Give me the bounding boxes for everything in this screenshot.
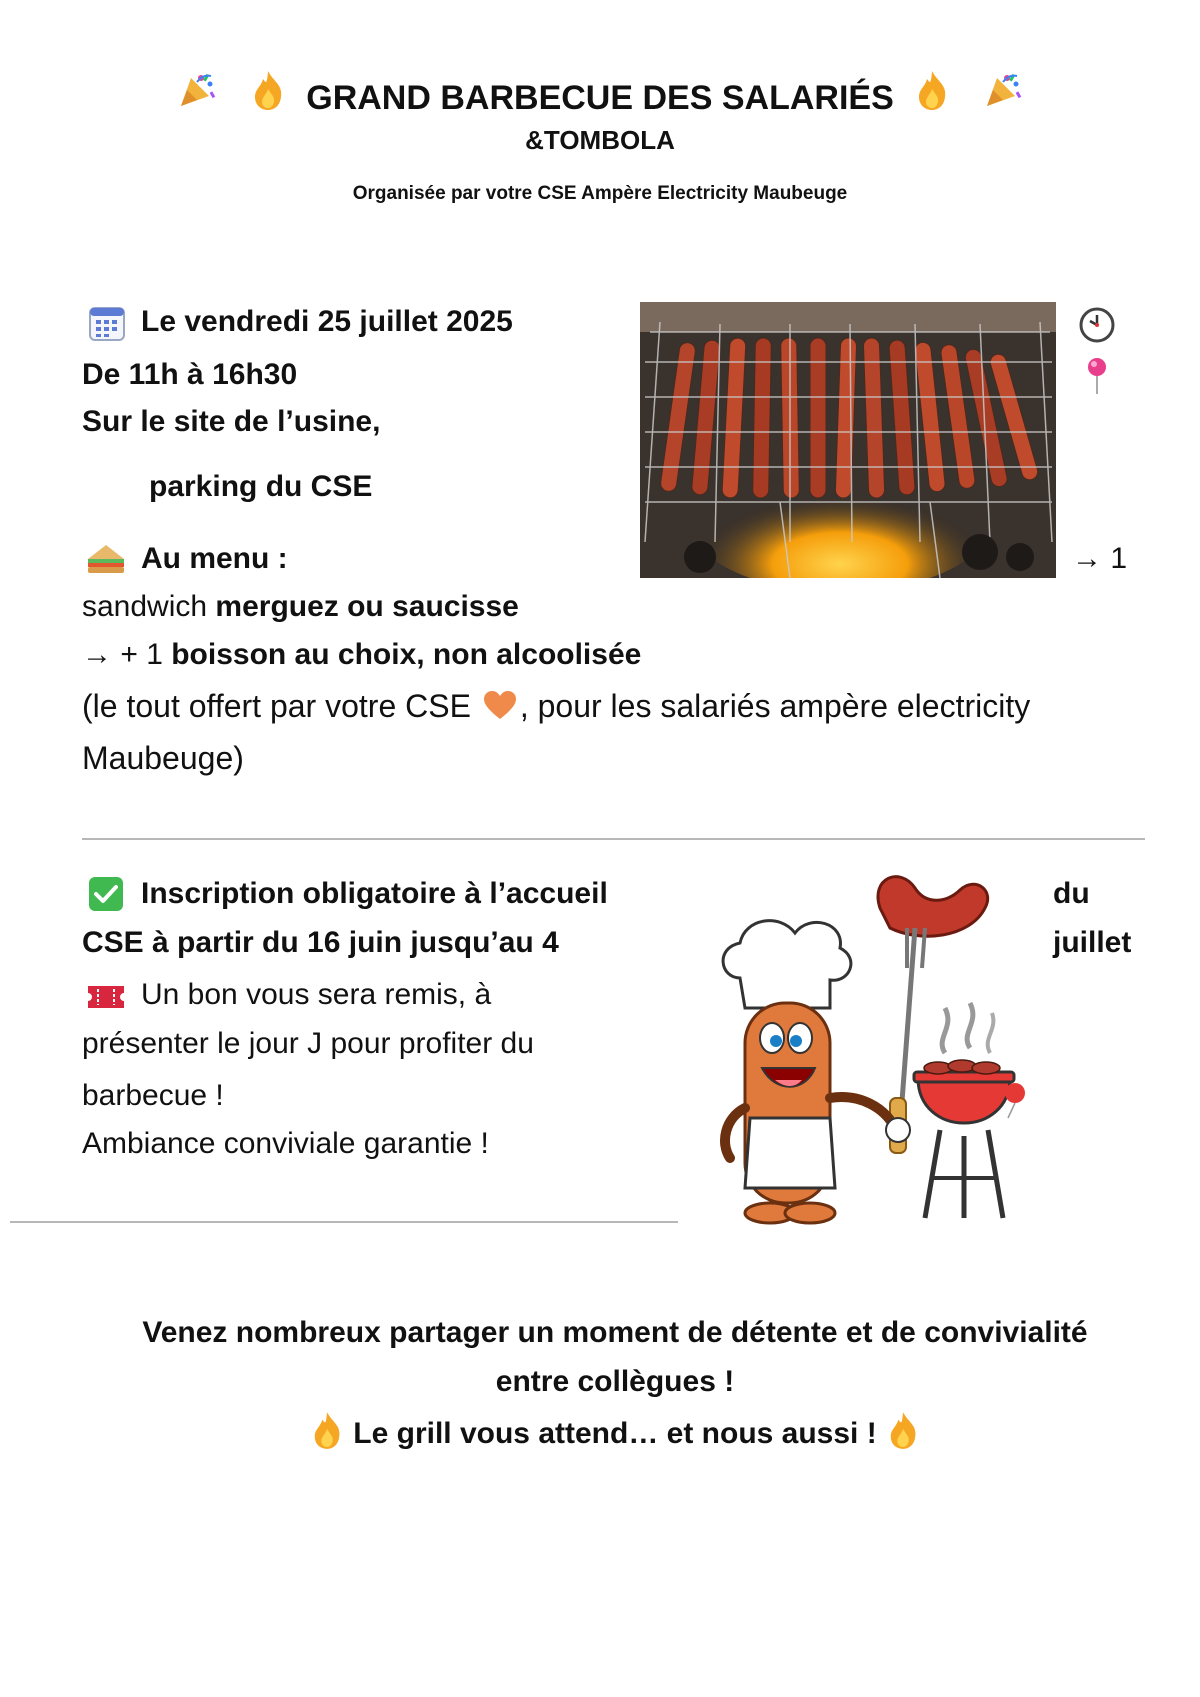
sandwich-icon [86,541,126,580]
menu-note-line2: Maubeuge) [82,740,244,776]
heart-icon [482,689,518,729]
closing-line2: entre collègues ! [495,1365,735,1398]
section-divider [82,838,1145,840]
menu-note-part2: , pour les salariés ampère electricity [519,688,1031,724]
registration-line1: Inscription obligatoire à l’accueil [141,877,608,910]
menu-note-line1 [82,688,1030,729]
voucher-line2: présenter le jour J pour profiter du [82,1027,534,1060]
fire-icon [251,69,285,128]
event-place-line2: parking du CSE [149,470,373,503]
menu-item-sandwich [82,590,519,624]
fire-icon [887,1410,919,1458]
calendar-icon [88,304,126,347]
registration-line2-end: juillet [1053,926,1132,959]
pushpin-icon [1083,356,1111,401]
closing-line3 [0,1410,1200,1458]
organizer-line: Organisée par votre CSE Ampère Electricity Maubeuge [352,183,848,204]
sausage-chef-illustration [700,868,1045,1228]
section-divider [10,1221,678,1223]
menu-item-drink-choice: boisson au choix, non alcoolisée [171,638,642,671]
registration-line2: CSE à partir du 16 juin jusqu’au 4 [82,926,559,959]
menu-heading: Au menu : [141,542,288,575]
clock-icon [1078,306,1116,349]
event-place-line1: Sur le site de l’usine, [82,405,381,438]
closing-line1: Venez nombreux partager un moment de détente et de convivialité [142,1316,1088,1349]
event-date: Le vendredi 25 juillet 2025 [141,305,513,338]
voucher-line1: Un bon vous sera remis, à [141,978,492,1011]
menu-item-drink-prefix: → + 1 [82,638,172,671]
menu-note-part1: (le tout offert par votre CSE [82,688,480,724]
grill-sausages-photo [640,302,1056,578]
ticket-icon [86,984,126,1015]
registration-line1-end: du [1053,877,1090,910]
voucher-line3: barbecue ! [82,1079,224,1112]
closing-line3-text: Le grill vous attend… et nous aussi ! [353,1417,877,1450]
party-popper-icon [983,70,1023,127]
event-time: De 11h à 16h30 [82,358,298,391]
fire-icon [915,69,949,128]
menu-item-sandwich-text: sandwich [82,590,216,623]
check-mark-icon [88,876,124,917]
menu-arrow-note: → 1 [1072,542,1128,575]
page-title: GRAND BARBECUE DES SALARIÉS [306,79,894,118]
subtitle: &TOMBOLA [525,125,675,155]
party-popper-icon [177,70,217,127]
menu-item-drink [82,638,641,672]
menu-item-sandwich-choice: merguez ou saucisse [215,590,519,623]
fire-icon [311,1410,343,1458]
title-row [0,68,1200,128]
ambiance-line: Ambiance conviviale garantie ! [82,1127,489,1160]
